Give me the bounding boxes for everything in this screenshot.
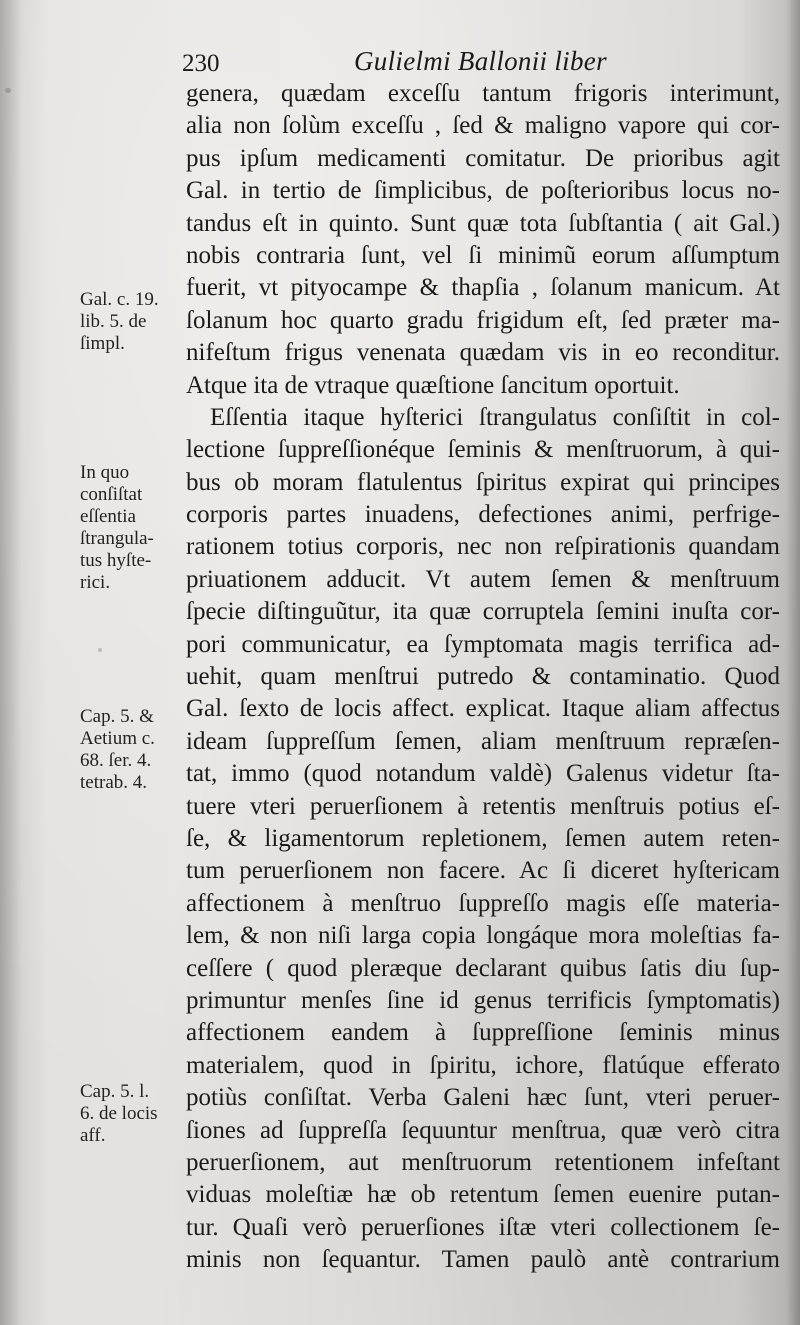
margin-note-line: eſſentia <box>80 506 136 527</box>
text-line: Atque ita de vtraque quæſtione ſancitum oportuit. <box>186 371 680 399</box>
text-line: tandus eſt in quinto. Sunt quæ tota ſubſtantia ( ait Gal.) <box>186 209 780 237</box>
text-line: ceſſere ( quod pleræque declarant quibus ſatis diu ſup- <box>186 954 780 982</box>
text-line: ſiones ad ſuppreſſa ſequuntur menſtrua, quæ verò citra <box>186 1116 780 1144</box>
text-line: tuere vteri peruerſionem à retentis menſtruis potius eſ- <box>186 792 780 820</box>
text-line: pus ipſum medicamenti comitatur. De prioribus agit <box>186 144 780 172</box>
margin-note-line: Aetium c. <box>80 728 155 749</box>
ink-speck <box>5 88 11 93</box>
text-line: ſpecie diſtinguũtur, ita quæ corruptela ſemini inuſta cor- <box>186 598 780 626</box>
text-line: genera, quædam exceſſu tantum frigoris interimunt, <box>186 80 780 107</box>
margin-note-line: tetrab. 4. <box>80 772 148 793</box>
text-line: lectione ſuppreſſionéque ſeminis & menſtruorum, à qui- <box>186 436 780 464</box>
text-line: nifeſtum frigus venenata quædam vis in eo reconditur. <box>186 339 780 367</box>
text-line: materialem, quod in ſpiritu, ichore, flatúque efferato <box>186 1051 780 1079</box>
text-line: nobis contraria ſunt, vel ſi minimũ eorum aſſumptum <box>186 241 780 269</box>
text-line: bus ob moram flatulentus ſpiritus expirat qui principes <box>186 468 780 496</box>
text-line: pori communicatur, ea ſymptomata magis terrifica ad- <box>186 630 780 658</box>
margin-note-line: Gal. c. 19. <box>80 289 159 310</box>
text-line: fuerit, vt pityocampe & thapſia , ſolanum manicum. At <box>186 274 780 302</box>
text-line: tat, immo (quod notandum valdè) Galenus videtur ſta- <box>186 760 780 788</box>
text-line: ideam ſuppreſſum ſemen, aliam menſtruum repræſen- <box>186 727 780 755</box>
margin-note-line: lib. 5. de <box>80 311 147 332</box>
text-line: viduas moleſtiæ hæ ob retentum ſemen euenire putan- <box>186 1181 780 1209</box>
margin-note-line: 68. ſer. 4. <box>80 750 152 771</box>
text-line: priuationem adducit. Vt autem ſemen & menſtruum <box>186 565 780 593</box>
text-line: uehit, quam menſtrui putredo & contaminatio. Quod <box>186 663 780 691</box>
text-line: affectionem eandem à ſuppreſſione ſeminis minus <box>186 1019 780 1047</box>
body-text <box>186 78 780 1276</box>
margin-note-line: ſimpl. <box>80 333 125 354</box>
margin-note-aetius-reference <box>80 706 155 794</box>
margin-note-line: ſtrangula- <box>80 528 154 549</box>
paragraph-first-line: Eſſentia itaque hyſterici ſtrangulatus conſiſtit in col- <box>210 403 780 431</box>
running-title: Gulielmi Ballonii liber <box>354 46 607 76</box>
text-line: Gal. in tertio de ſimplicibus, de poſterioribus locus no- <box>186 177 780 205</box>
text-line: potiùs conſiſtat. Verba Galeni hæc ſunt, vteri peruer- <box>186 1084 780 1112</box>
margin-note-line: 6. de locis <box>80 1103 158 1124</box>
text-line: peruerſionem, aut menſtruorum retentionem infeſtant <box>186 1148 780 1176</box>
text-line: tur. Quaſi verò peruerſiones iſtæ vteri collectionem ſe- <box>186 1213 780 1241</box>
text-line: alia non ſolùm exceſſu , ſed & maligno vapore qui cor- <box>186 112 780 140</box>
margin-note-line: Cap. 5. l. <box>80 1081 150 1102</box>
text-line: primuntur menſes ſine id genus terrificis ſymptomatis) <box>186 986 780 1014</box>
ink-speck <box>98 648 102 652</box>
margin-note-line: Cap. 5. & <box>80 706 154 727</box>
margin-note-essence <box>80 462 154 594</box>
gutter-shadow <box>0 0 22 1325</box>
margin-note-line: In quo <box>80 462 130 483</box>
page-number: 230 <box>182 50 220 77</box>
margin-note-line: aff. <box>80 1125 106 1146</box>
text-line: ſe, & ligamentorum repletionem, ſemen autem reten- <box>186 824 780 852</box>
margin-note-line: rici. <box>80 572 111 593</box>
text-line: minis non ſequantur. Tamen paulò antè contrarium <box>186 1246 780 1274</box>
margin-note-de-locis-reference <box>80 1081 158 1147</box>
text-line: affectionem à menſtruo ſuppreſſo magis eſſe materia- <box>186 889 780 917</box>
text-line: Gal. ſexto de locis affect. explicat. Itaque aliam affectus <box>186 695 780 723</box>
text-line: corporis partes inuadens, defectiones animi, perfrige- <box>186 501 780 529</box>
text-line: lem, & non niſi larga copia longáque mora moleſtias fa- <box>186 922 780 950</box>
text-line: rationem totius corporis, nec non reſpirationis quandam <box>186 533 780 561</box>
page-edge-shadow <box>786 0 800 1325</box>
text-line: ſolanum hoc quarto gradu frigidum eſt, ſed præter ma- <box>186 306 780 334</box>
margin-note-line: conſiſtat <box>80 484 143 505</box>
text-line: tum peruerſionem non facere. Ac ſi diceret hyſtericam <box>186 857 780 885</box>
margin-note-line: tus hyſte- <box>80 550 152 571</box>
margin-note-galen-reference <box>80 289 159 355</box>
